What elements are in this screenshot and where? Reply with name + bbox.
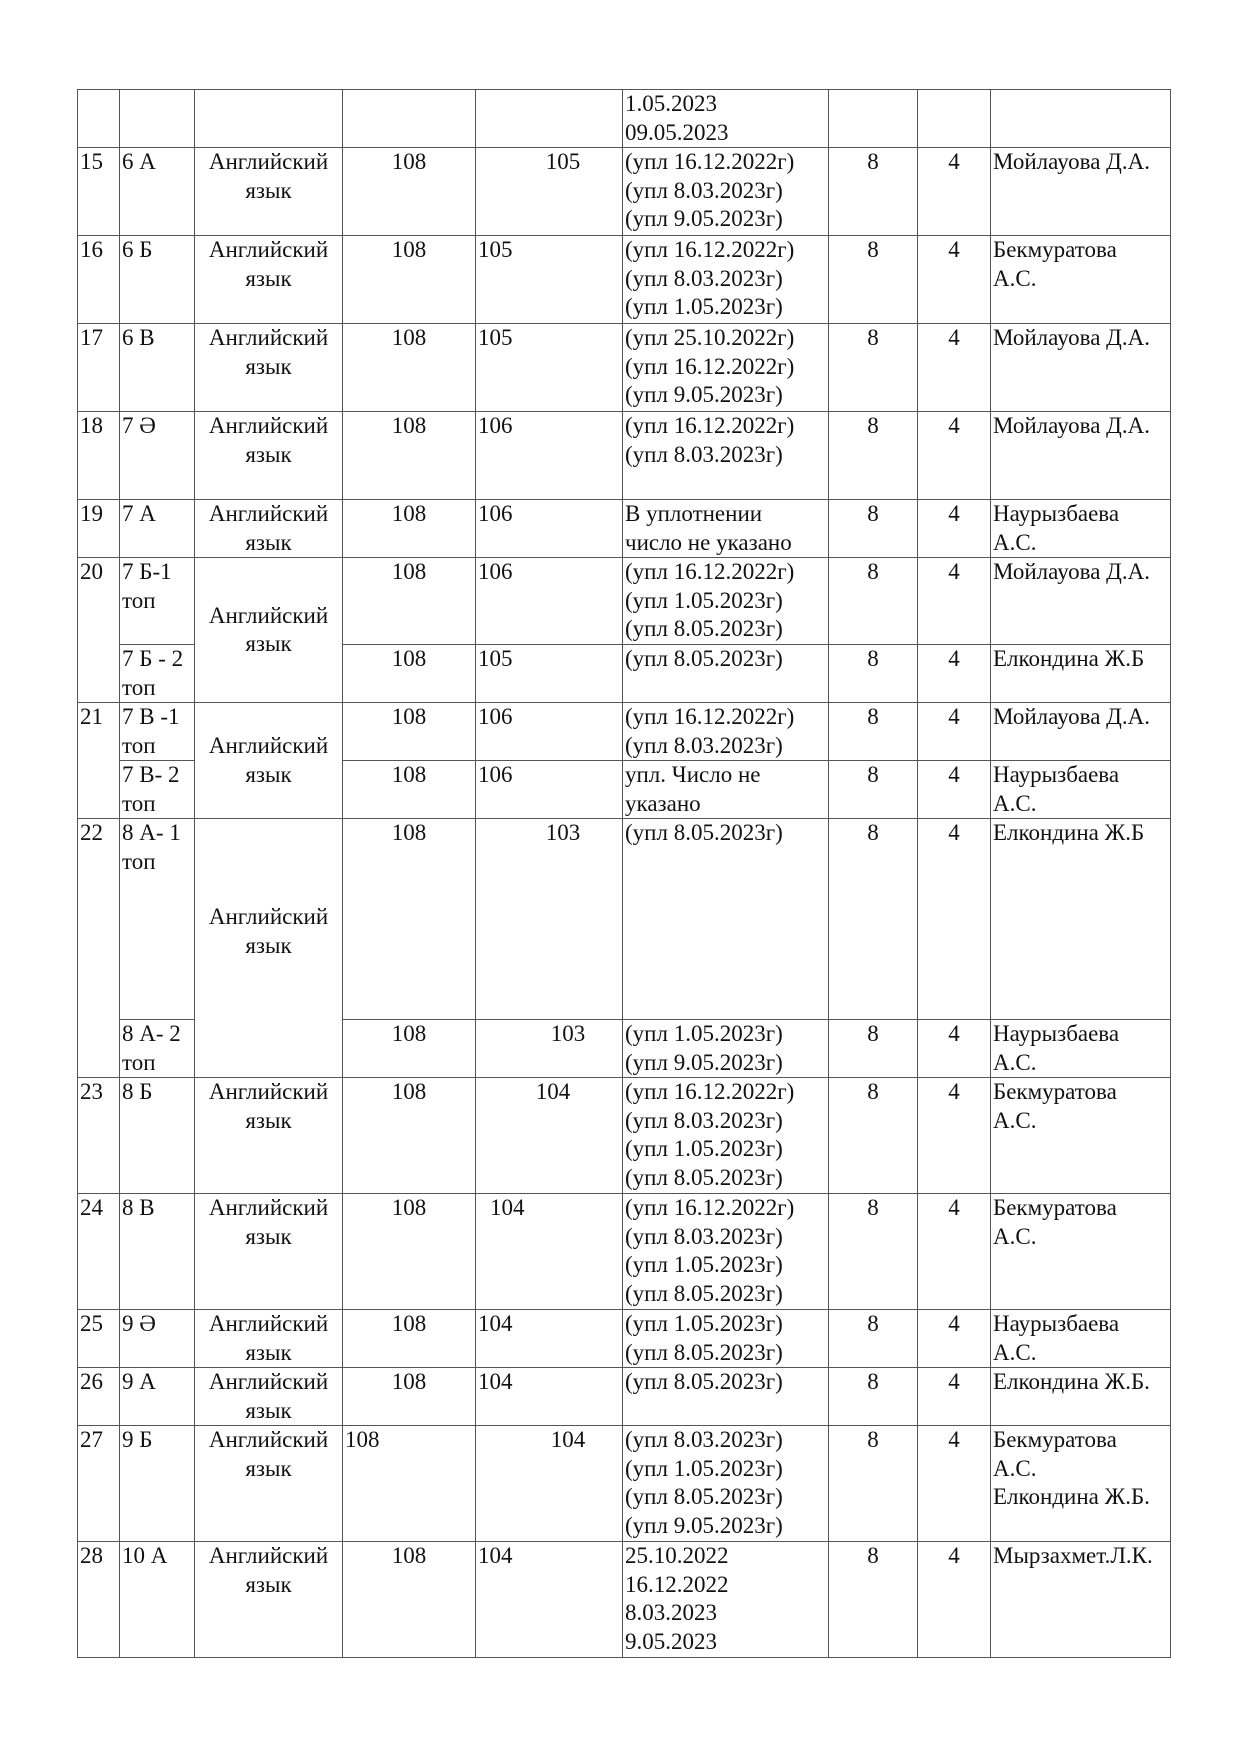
cell-subject: Английский язык [195, 819, 343, 1078]
table-row [78, 1078, 1171, 1194]
cell-class: 7 Ә [120, 412, 195, 500]
cell-teacher: Наурызбаева А.С. [991, 1310, 1171, 1368]
cell-teacher: Елкондина Ж.Б [991, 645, 1171, 703]
cell-hours: 108 [343, 1368, 476, 1426]
table-row [78, 819, 1171, 1020]
cell-class: 6 А [120, 148, 195, 236]
cell-b: 4 [918, 558, 991, 645]
cell-subject: Английский язык [195, 148, 343, 236]
cell-note: В уплотнении число не указано [623, 500, 829, 558]
cell-a: 8 [829, 1310, 918, 1368]
cell-given: 106 [476, 500, 623, 558]
cell-a: 8 [829, 148, 918, 236]
cell-a: 8 [829, 1078, 918, 1194]
cell-b: 4 [918, 500, 991, 558]
cell-num: 15 [78, 148, 120, 236]
cell-b: 4 [918, 324, 991, 412]
cell-note: (упл 16.12.2022г) (упл 8.03.2023г) [623, 412, 829, 500]
cell-note: (упл 8.05.2023г) [623, 645, 829, 703]
cell-class: 7 А [120, 500, 195, 558]
table-row [78, 558, 1171, 645]
cell-hours: 108 [343, 1020, 476, 1078]
cell-given: 106 [476, 703, 623, 761]
cell-teacher: Мойлауова Д.А. [991, 412, 1171, 500]
cell-given: 106 [476, 412, 623, 500]
cell-subject: Английский язык [195, 1194, 343, 1310]
table-row [78, 703, 1171, 761]
cell-given: 104 [476, 1194, 623, 1310]
cell-b: 4 [918, 412, 991, 500]
cell-note: (упл 25.10.2022г) (упл 16.12.2022г) (упл 9.05.2023г) [623, 324, 829, 412]
table-row [78, 236, 1171, 324]
table-row [78, 1368, 1171, 1426]
table-row [78, 148, 1171, 236]
cell-a: 8 [829, 412, 918, 500]
cell-teacher: Елкондина Ж.Б. [991, 1368, 1171, 1426]
cell-num: 16 [78, 236, 120, 324]
cell-num: 19 [78, 500, 120, 558]
cell-given: 106 [476, 558, 623, 645]
cell-num: 18 [78, 412, 120, 500]
cell-num: 21 [78, 703, 120, 819]
cell-given: 103 [476, 819, 623, 1020]
cell-a: 8 [829, 236, 918, 324]
cell-a: 8 [829, 645, 918, 703]
cell-a: 8 [829, 324, 918, 412]
cell-subject: Английский язык [195, 1078, 343, 1194]
cell-hours: 108 [343, 148, 476, 236]
cell-a: 8 [829, 1542, 918, 1658]
cell-hours: 108 [343, 558, 476, 645]
cell-hours [343, 90, 476, 148]
cell-hours: 108 [343, 1542, 476, 1658]
cell-note: (упл 16.12.2022г) (упл 1.05.2023г) (упл 8.05.2023г) [623, 558, 829, 645]
cell-hours: 108 [343, 1194, 476, 1310]
cell-subject: Английский язык [195, 558, 343, 703]
cell-given [476, 90, 623, 148]
cell-note: 1.05.2023 09.05.2023 [623, 90, 829, 148]
cell-a: 8 [829, 1368, 918, 1426]
cell-note: 25.10.2022 16.12.2022 8.03.2023 9.05.2023 [623, 1542, 829, 1658]
cell-teacher: Бекмуратова А.С. [991, 1078, 1171, 1194]
cell-note: (упл 8.05.2023г) [623, 1368, 829, 1426]
cell-class: 8 В [120, 1194, 195, 1310]
cell-a: 8 [829, 1020, 918, 1078]
cell-b: 4 [918, 1426, 991, 1542]
table-row [78, 1426, 1171, 1542]
cell-num: 27 [78, 1426, 120, 1542]
cell-note: (упл 1.05.2023г) (упл 9.05.2023г) [623, 1020, 829, 1078]
cell-class: 6 Б [120, 236, 195, 324]
cell-class: 6 В [120, 324, 195, 412]
cell-class: 10 А [120, 1542, 195, 1658]
cell-num: 25 [78, 1310, 120, 1368]
cell-hours: 108 [343, 1426, 476, 1542]
cell-teacher: Мырзахмет.Л.К. [991, 1542, 1171, 1658]
cell-num: 22 [78, 819, 120, 1078]
cell-b: 4 [918, 1194, 991, 1310]
cell-subject [195, 90, 343, 148]
cell-b: 4 [918, 1078, 991, 1194]
cell-subject: Английский язык [195, 500, 343, 558]
cell-a: 8 [829, 558, 918, 645]
cell-note: (упл 1.05.2023г) (упл 8.05.2023г) [623, 1310, 829, 1368]
cell-given: 105 [476, 645, 623, 703]
cell-teacher: Елкондина Ж.Б [991, 819, 1171, 1020]
cell-given: 103 [476, 1020, 623, 1078]
cell-subject: Английский язык [195, 1426, 343, 1542]
cell-subject: Английский язык [195, 1310, 343, 1368]
cell-given: 104 [476, 1078, 623, 1194]
table-row [78, 1310, 1171, 1368]
cell-a: 8 [829, 1194, 918, 1310]
cell-note: (упл 8.05.2023г) [623, 819, 829, 1020]
cell-note: (упл 16.12.2022г) (упл 8.03.2023г) (упл 1.05.2023г) (упл 8.05.2023г) [623, 1078, 829, 1194]
cell-num: 23 [78, 1078, 120, 1194]
table-row [78, 90, 1171, 148]
cell-teacher: Бекмуратова А.С. [991, 236, 1171, 324]
cell-teacher: Мойлауова Д.А. [991, 558, 1171, 645]
cell-b: 4 [918, 645, 991, 703]
cell-b: 4 [918, 236, 991, 324]
cell-teacher: Наурызбаева А.С. [991, 500, 1171, 558]
cell-subject: Английский язык [195, 324, 343, 412]
cell-given: 105 [476, 148, 623, 236]
cell-class: 7 В- 2 топ [120, 761, 195, 819]
cell-teacher [991, 90, 1171, 148]
cell-subject: Английский язык [195, 236, 343, 324]
cell-note: (упл 8.03.2023г) (упл 1.05.2023г) (упл 8.05.2023г) (упл 9.05.2023г) [623, 1426, 829, 1542]
cell-given: 105 [476, 236, 623, 324]
cell-given: 104 [476, 1368, 623, 1426]
cell-note: упл. Число не указано [623, 761, 829, 819]
cell-hours: 108 [343, 703, 476, 761]
cell-class: 9 Б [120, 1426, 195, 1542]
cell-num: 28 [78, 1542, 120, 1658]
cell-a: 8 [829, 1426, 918, 1542]
cell-num: 26 [78, 1368, 120, 1426]
cell-note: (упл 16.12.2022г) (упл 8.03.2023г) (упл 9.05.2023г) [623, 148, 829, 236]
table-row [78, 1194, 1171, 1310]
cell-given: 105 [476, 324, 623, 412]
cell-class: 7 Б - 2 топ [120, 645, 195, 703]
cell-given: 104 [476, 1426, 623, 1542]
cell-hours: 108 [343, 500, 476, 558]
cell-subject: Английский язык [195, 1542, 343, 1658]
cell-hours: 108 [343, 324, 476, 412]
cell-a [829, 90, 918, 148]
cell-given: 104 [476, 1310, 623, 1368]
cell-a: 8 [829, 500, 918, 558]
table-row [78, 324, 1171, 412]
cell-b: 4 [918, 148, 991, 236]
cell-class: 9 Ә [120, 1310, 195, 1368]
cell-b: 4 [918, 1020, 991, 1078]
cell-note: (упл 16.12.2022г) (упл 8.03.2023г) (упл 1.05.2023г) (упл 8.05.2023г) [623, 1194, 829, 1310]
cell-teacher: Бекмуратова А.С. Елкондина Ж.Б. [991, 1426, 1171, 1542]
cell-class: 8 А- 2 топ [120, 1020, 195, 1078]
cell-class: 8 Б [120, 1078, 195, 1194]
cell-num: 17 [78, 324, 120, 412]
cell-hours: 108 [343, 412, 476, 500]
cell-given: 104 [476, 1542, 623, 1658]
cell-teacher: Бекмуратова А.С. [991, 1194, 1171, 1310]
cell-teacher: Наурызбаева А.С. [991, 761, 1171, 819]
cell-a: 8 [829, 761, 918, 819]
cell-num [78, 90, 120, 148]
table-row [78, 1542, 1171, 1658]
cell-subject: Английский язык [195, 703, 343, 819]
cell-hours: 108 [343, 236, 476, 324]
cell-num: 20 [78, 558, 120, 703]
cell-b [918, 90, 991, 148]
cell-teacher: Мойлауова Д.А. [991, 703, 1171, 761]
cell-teacher: Мойлауова Д.А. [991, 148, 1171, 236]
cell-b: 4 [918, 703, 991, 761]
cell-teacher: Мойлауова Д.А. [991, 324, 1171, 412]
cell-class: 8 А- 1 топ [120, 819, 195, 1020]
cell-hours: 108 [343, 1310, 476, 1368]
cell-hours: 108 [343, 1078, 476, 1194]
cell-given: 106 [476, 761, 623, 819]
cell-a: 8 [829, 703, 918, 761]
table-row [78, 412, 1171, 500]
cell-class: 9 А [120, 1368, 195, 1426]
cell-hours: 108 [343, 761, 476, 819]
cell-class: 7 Б-1 топ [120, 558, 195, 645]
cell-teacher: Наурызбаева А.С. [991, 1020, 1171, 1078]
cell-num: 24 [78, 1194, 120, 1310]
cell-note: (упл 16.12.2022г) (упл 8.03.2023г) (упл 1.05.2023г) [623, 236, 829, 324]
cell-b: 4 [918, 819, 991, 1020]
cell-subject: Английский язык [195, 412, 343, 500]
cell-b: 4 [918, 1310, 991, 1368]
cell-hours: 108 [343, 645, 476, 703]
cell-hours: 108 [343, 819, 476, 1020]
cell-note: (упл 16.12.2022г) (упл 8.03.2023г) [623, 703, 829, 761]
cell-class [120, 90, 195, 148]
table-row [78, 500, 1171, 558]
cell-b: 4 [918, 1368, 991, 1426]
cell-class: 7 В -1 топ [120, 703, 195, 761]
schedule-table [77, 89, 1171, 1658]
cell-b: 4 [918, 1542, 991, 1658]
cell-subject: Английский язык [195, 1368, 343, 1426]
cell-b: 4 [918, 761, 991, 819]
cell-a: 8 [829, 819, 918, 1020]
